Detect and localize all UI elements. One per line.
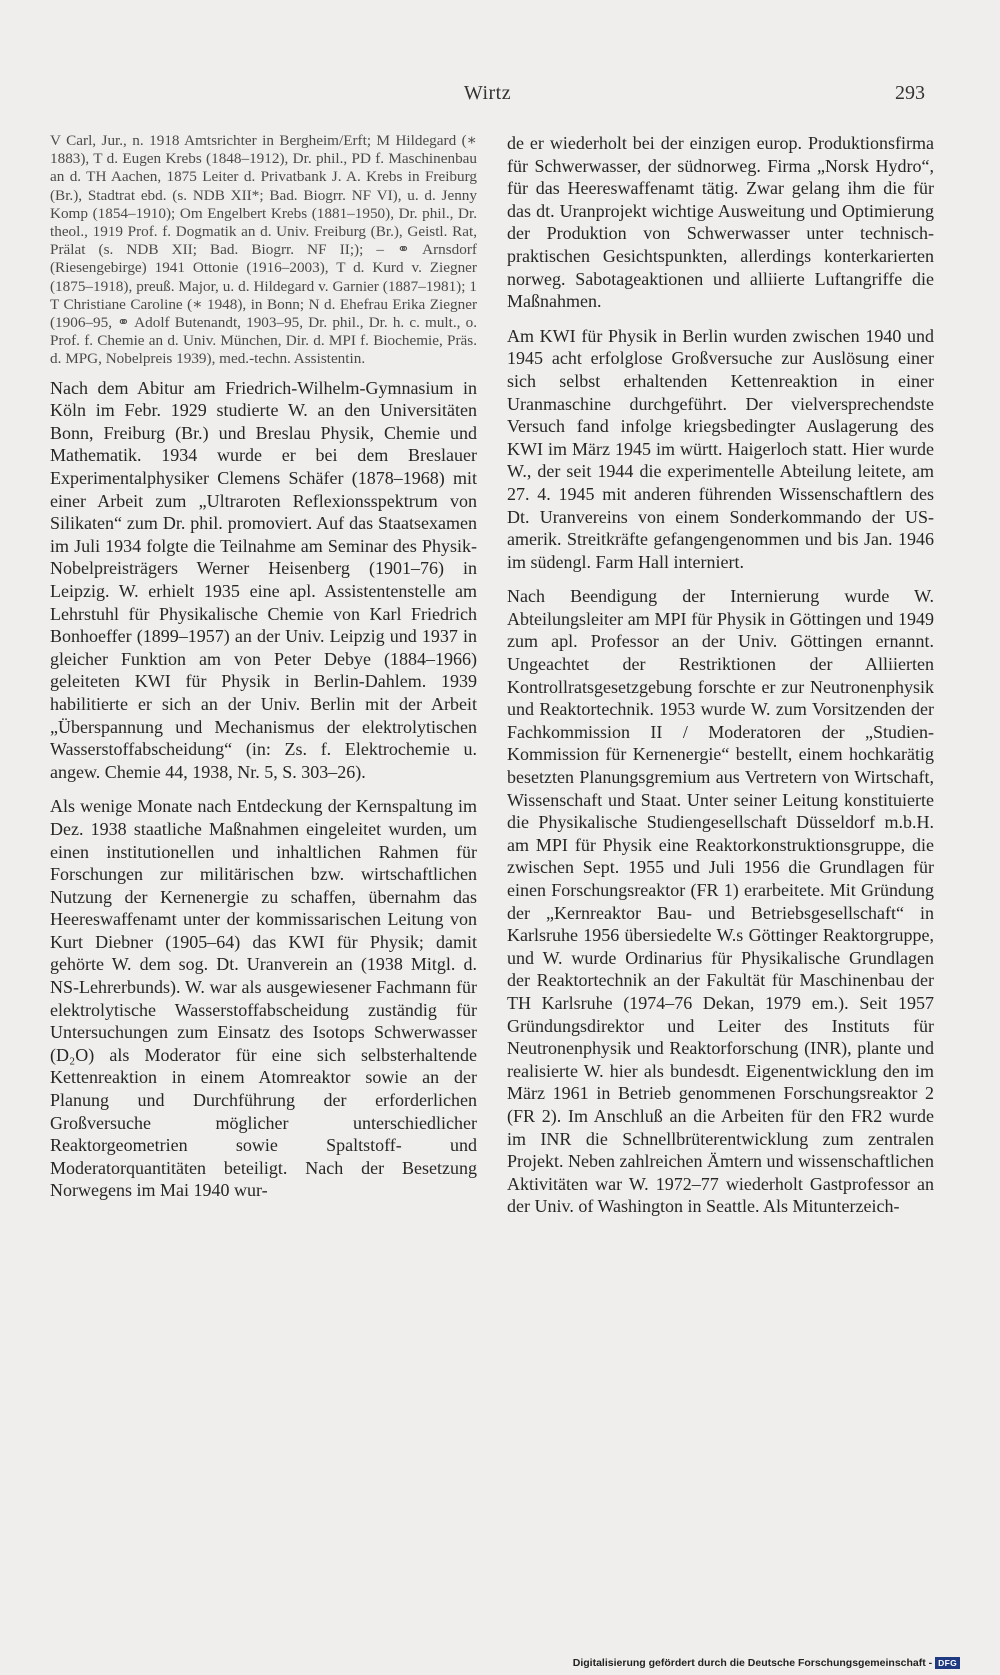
page-number: 293 [895, 82, 925, 104]
credit-text: Digitalisierung gefördert durch die Deutsche Forschungsgemeinschaft - [572, 1657, 933, 1669]
paragraph-kwi-experiments: Am KWI für Physik in Berlin wurden zwischen 1940 und 1945 acht erfolglose Großversuche zur Auslösung einer sich selbst erhaltenden Kettenreaktion in einer Uranmaschine durchgeführt. Der vielversprechendste Versuch fand infolge kriegsbedingter Auslagerung des KWI im März 1945 im württ. Haigerloch statt. Hier wurde W., der seit 1944 die experimentelle Abteilung leitete, am 27. 4. 1945 mit anderen führenden Wissenschaftlern des Dt. Uranvereins von einem Sonderkommando der US-amerik. Streitkräfte gefangengenommen und bis Jan. 1946 im südengl. Farm Hall interniert. [507, 325, 934, 572]
digitization-credit [573, 1657, 960, 1669]
right-column [507, 132, 934, 1230]
dfg-logo: DFG [935, 1657, 960, 1669]
running-title: Wirtz [463, 82, 512, 104]
family-note: V Carl, Jur., n. 1918 Amtsrichter in Bergheim/Erft; M Hildegard (∗ 1883), T d. Eugen Krebs (1848–1912), Dr. phil., PD f. Maschinenbau an d. TH Aachen, 1875 Leiter d. Privatbank J. A. Krebs in Freiburg (Br.), Stadtrat ebd. (s. NDB XII*; Bad. Biogrr. NF VI), u. d. Jenny Komp (1854–1910); Om Engelbert Krebs (1881–1950), Dr. phil., Dr. theol., 1919 Prof. f. Dogmatik an d. Univ. Freiburg (Br.), Geistl. Rat, Prälat (s. NDB XII; Bad. Biogrr. NF II;); – ⚭ Arnsdorf (Riesengebirge) 1941 Ottonie (1916–2003), T d. Kurd v. Ziegner (1875–1918), preuß. Major, u. d. Hildegard v. Garnier (1887–1981); 1 T Christiane Caroline (∗ 1948), in Bonn; N d. Ehefrau Erika Ziegner (1906–95, ⚭ Adolf Butenandt, 1903–95, Dr. phil., Dr. h. c. mult., o. Prof. f. Chemie an d. Univ. München, Dir. d. MPI f. Biochemie, Präs. d. MPG, Nobelpreis 1939), med.-techn. Assistentin. [50, 132, 477, 368]
page-header [50, 82, 925, 112]
left-column [50, 132, 477, 1214]
paragraph-postwar-career: Nach Beendigung der Internierung wurde W. Abteilungsleiter am MPI für Physik in Göttingen und 1949 zum apl. Professor an der Univ. Göttingen ernannt. Ungeachtet der Restriktionen der Alliierten Kontrollratsgesetzgebung forschte er zur Neutronenphysik und Reaktortechnik. 1953 wurde W. zum Vorsitzenden der Fachkommission II / Moderatoren der „Studien-Kommission für Kernenergie“ bestellt, einem hochkarätig besetzten Planungsgremium aus Vertretern von Wirtschaft, Wissenschaft und Staat. Unter seiner Leitung konstituierte die Physikalische Studiengesellschaft Düsseldorf m.b.H. am MPI für Physik eine Reaktorkonstruktionsgruppe, die zwischen Sept. 1955 und Juli 1956 die Grundlagen für einen Forschungsreaktor (FR 1) erarbeitete. Mit Gründung der „Kernreaktor Bau- und Betriebsgesellschaft“ in Karlsruhe 1956 übersiedelte W.s Göttinger Reaktorgruppe, und W. wurde Ordinarius für Physikalische Grundlagen der Reaktortechnik an der Fakultät für Maschinenbau der TH Karlsruhe (1974–76 Dekan, 1979 em.). Seit 1957 Gründungsdirektor und Leiter des Instituts für Neutronenphysik und Reaktorforschung (INR), plante und realisierte W. hier als bundesdt. Eigenentwicklung den im März 1961 in Betrieb genommenen Forschungsreaktor 2 (FR 2). Im Anschluß an die Arbeiten für den FR2 wurde im INR die Schnellbrüterentwicklung zum zentralen Projekt. Neben zahlreichen Ämtern und wissenschaftlichen Aktivitäten war W. 1972–77 wiederholt Gastprofessor an der Univ. of Washington in Seattle. Als Mitunterzeich- [507, 586, 934, 1217]
paragraph-education: Nach dem Abitur am Friedrich-Wilhelm-Gymnasium in Köln im Febr. 1929 studierte W. an den Universitäten Bonn, Freiburg (Br.) und Breslau Physik, Chemie und Mathematik. 1934 wurde er bei dem Breslauer Experimentalphysiker Clemens Schäfer (1878–1968) mit einer Arbeit zum „Ultraroten Reflexionsspektrum von Silikaten“ zum Dr. phil. promoviert. Auf das Staatsexamen im Juli 1934 folgte die Teilnahme am Seminar des Physik-Nobelpreisträgers Werner Heisenberg (1901–76) in Leipzig. W. erhielt 1935 eine apl. Assistentenstelle am Lehrstuhl für Physikalische Chemie von Karl Friedrich Bonhoeffer (1899–1957) an der Univ. Leipzig und 1937 in gleicher Funktion am von Peter Debye (1884–1966) geleiteten KWI für Physik in Berlin-Dahlem. 1939 habilitierte er sich an der Univ. Berlin mit der Arbeit „Überspannung und Mechanismus der elektrolytischen Wasserstoffabscheidung“ (in: Zs. f. Elektrochemie u. angew. Chemie 44, 1938, Nr. 5, S. 303–26). [50, 377, 477, 782]
paragraph-norsk-hydro: de er wiederholt bei der einzigen europ. Produktionsfirma für Schwerwasser, der südnorweg. Firma „Norsk Hydro“, für das Heereswaffenamt tätig. Zwar gelang ihm die für das dt. Uranprojekt wichtige Ausweitung und Optimierung der Produktion von Schwerwasser unter technisch-praktischen Gesichtspunkten, allerdings konterkarierten norweg. Sabotageaktionen und alliierte Luftangriffe die Maßnahmen. [507, 133, 934, 312]
paragraph-uranverein: Als wenige Monate nach Entdeckung der Kernspaltung im Dez. 1938 staatliche Maßnahmen eingeleitet wurden, um einen institutionellen und inhaltlichen Rahmen für Forschungen zur militärischen bzw. wirtschaftlichen Nutzung der Kernenergie zu schaffen, übernahm das Heereswaffenamt unter der kommissarischen Leitung von Kurt Diebner (1905–64) das KWI für Physik; damit gehörte W. dem sog. Dt. Uranverein an (1938 Mitgl. d. NS-Lehrerbunds). W. war als ausgewiesener Fachmann für elektrolytische Wasserstoffabscheidung zuständig für Untersuchungen zum Einsatz des Isotops Schwerwasser (D₂O) als Moderator für eine sich selbsterhaltende Kettenreaktion in einem Atomreaktor sowie an der Planung und Durchführung der erforderlichen Großversuche möglicher unterschiedlicher Reaktorgeometrien sowie Spaltstoff- und Moderatorquantitäten beteiligt. Nach der Besetzung Norwegens im Mai 1940 wur- [50, 796, 477, 1201]
